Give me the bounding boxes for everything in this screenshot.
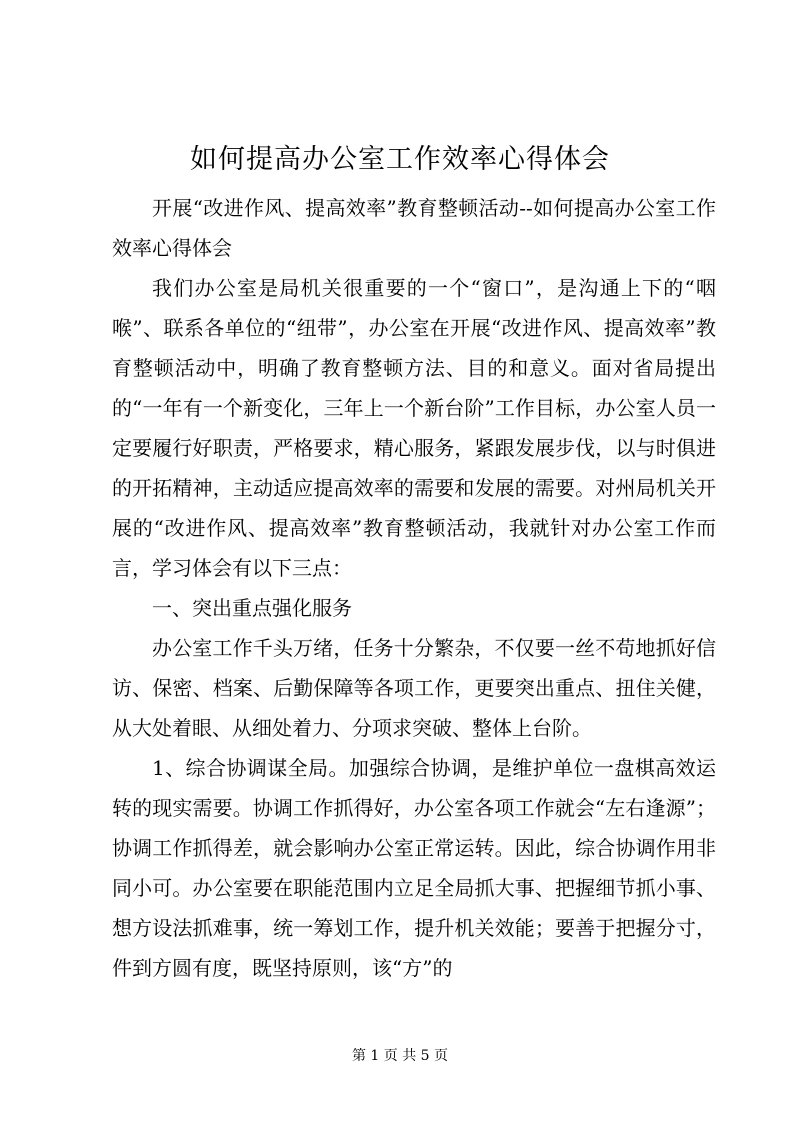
paragraph-background: 我们办公室是局机关很重要的一个“窗口”，是沟通上下的“咽喉”、联系各单位的“纽带”，办公室在开展“改进作风、提高效率”教育整顿活动中，明确了教育整顿方法、目的和意义。面对省局提出的“一年有一个新变化，三年上一个新台阶”工作目标，办公室人员一定要履行好职责，严格要求，精心服务，紧跟发展步伐，以与时俱进的开拓精神，主动适应提高效率的需要和发展的需要。对州局机关开展的“改进作风、提高效率”教育整顿活动，我就针对办公室工作而言，学习体会有以下三点： bbox=[112, 276, 716, 580]
section-heading-1: 一、突出重点强化服务 bbox=[152, 596, 352, 620]
paragraph-intro: 开展“改进作风、提高效率”教育整顿活动--如何提高办公室工作效率心得体会 bbox=[112, 196, 716, 260]
document-title: 如何提高办公室工作效率心得体会 bbox=[190, 144, 610, 175]
paragraph-point-1: 1、综合协调谋全局。加强综合协调，是维护单位一盘棋高效运转的现实需要。协调工作抓得好，办公室各项工作就会“左右逢源”；协调工作抓得差，就会影响办公室正常运转。因此，综合协调作用非同小可。办公室要在职能范围内立足全局抓大事、把握细节抓小事、想方设法抓难事，统一筹划工作，提升机关效能；要善于把握分寸，件到方圆有度，既坚持原则，该“方”的 bbox=[112, 756, 716, 980]
page-footer: 第 1 页 共 5 页 bbox=[351, 1048, 449, 1064]
document-body bbox=[112, 188, 716, 988]
paragraph-section-1: 办公室工作千头万绪，任务十分繁杂，不仅要一丝不苟地抓好信访、保密、档案、后勤保障等各项工作，更要突出重点、扭住关健，从大处着眼、从细处着力、分项求突破、整体上台阶。 bbox=[112, 636, 716, 740]
